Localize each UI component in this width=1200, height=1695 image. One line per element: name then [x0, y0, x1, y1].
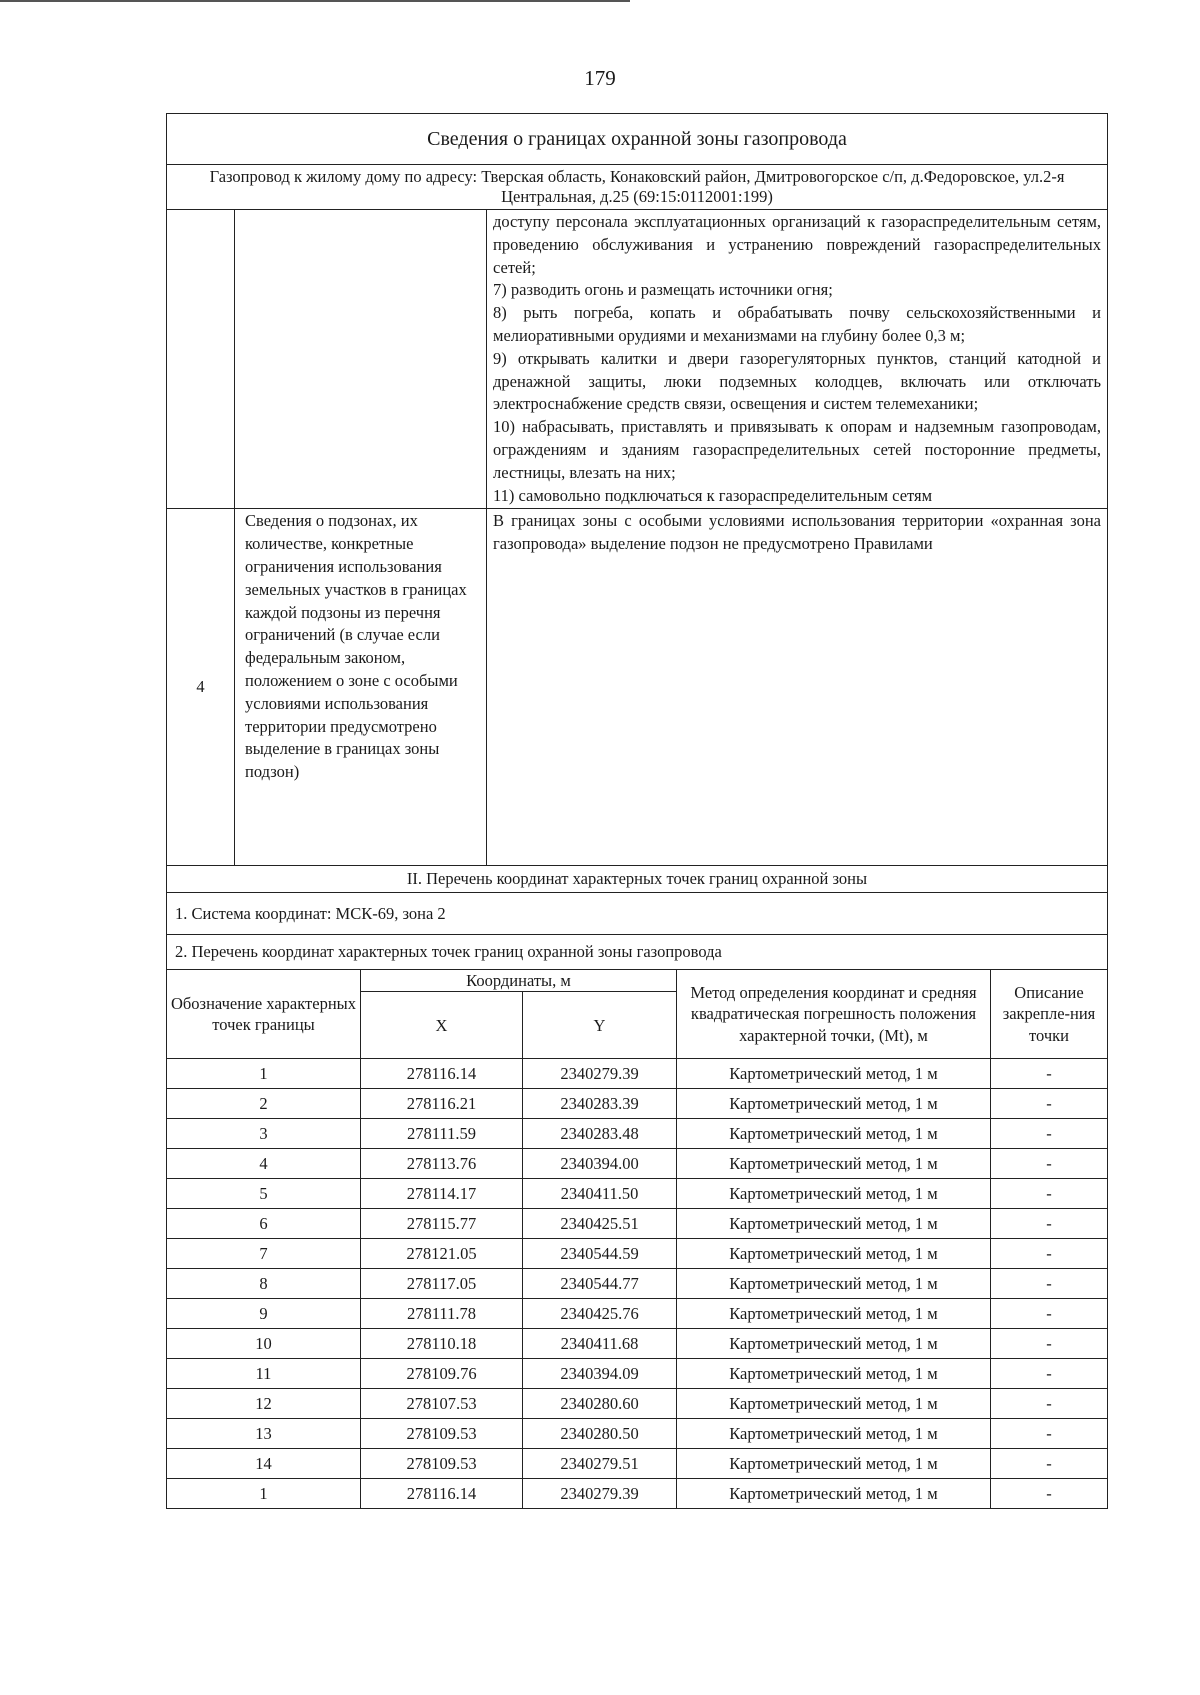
document-body [166, 113, 1107, 1509]
x-coordinate: 278116.14 [361, 1059, 523, 1089]
restriction-item: 10) набрасывать, приставлять и привязывать к опорам и надземным газопроводам, ограждениям и зданиям газораспределительных сетей посторонние предметы, лестницы, влезать на них; [493, 417, 1102, 482]
table-row [167, 1419, 1108, 1449]
table-row [167, 1149, 1108, 1179]
method-value: Картометрический метод, 1 м [677, 1269, 991, 1299]
row-number: 4 [167, 509, 235, 866]
table-row [167, 1269, 1108, 1299]
method-value: Картометрический метод, 1 м [677, 1449, 991, 1479]
description-value: - [991, 1119, 1108, 1149]
description-value: - [991, 1449, 1108, 1479]
x-coordinate: 278111.59 [361, 1119, 523, 1149]
subzones-label: Сведения о подзонах, их количестве, конкретные ограничения использования земельных участков в границах каждой подзоны из перечня ограничений (в случае если федеральным законом, положением о зоне с особыми условиями использования территории предусмотрено выделение в границах зоны подзон) [235, 509, 487, 866]
method-value: Картометрический метод, 1 м [677, 1239, 991, 1269]
coordinates-table [166, 969, 1108, 1510]
y-coordinate: 2340280.50 [523, 1419, 677, 1449]
method-value: Картометрический метод, 1 м [677, 1179, 991, 1209]
method-value: Картометрический метод, 1 м [677, 1299, 991, 1329]
y-coordinate: 2340544.59 [523, 1239, 677, 1269]
table-row [167, 1089, 1108, 1119]
point-number: 7 [167, 1239, 361, 1269]
y-coordinate: 2340279.39 [523, 1059, 677, 1089]
header-coordinates: Координаты, м [361, 969, 677, 992]
method-value: Картометрический метод, 1 м [677, 1479, 991, 1509]
header-method: Метод определения координат и средняя квадратическая погрешность положения характерной точки, (Mt), м [677, 969, 991, 1059]
table-row [167, 1059, 1108, 1089]
point-number: 6 [167, 1209, 361, 1239]
x-coordinate: 278115.77 [361, 1209, 523, 1239]
restriction-item: 7) разводить огонь и размещать источники огня; [493, 280, 833, 300]
x-coordinate: 278121.05 [361, 1239, 523, 1269]
method-value: Картометрический метод, 1 м [677, 1209, 991, 1239]
method-value: Картометрический метод, 1 м [677, 1059, 991, 1089]
table-row [167, 1179, 1108, 1209]
table-row [167, 1449, 1108, 1479]
table-row [167, 1359, 1108, 1389]
description-value: - [991, 1179, 1108, 1209]
description-value: - [991, 1389, 1108, 1419]
description-value: - [991, 1149, 1108, 1179]
description-value: - [991, 1059, 1108, 1089]
point-number: 9 [167, 1299, 361, 1329]
x-coordinate: 278111.78 [361, 1299, 523, 1329]
x-coordinate: 278116.14 [361, 1479, 523, 1509]
y-coordinate: 2340394.09 [523, 1359, 677, 1389]
y-coordinate: 2340411.68 [523, 1329, 677, 1359]
method-value: Картометрический метод, 1 м [677, 1389, 991, 1419]
subzones-value: В границах зоны с особыми условиями использования территории «охранная зона газопровода» выделение подзон не предусмотрено Правилами [487, 509, 1108, 866]
x-coordinate: 278110.18 [361, 1329, 523, 1359]
restrictions-continuation-row [167, 210, 1108, 509]
description-value: - [991, 1329, 1108, 1359]
table-row [167, 1329, 1108, 1359]
description-value: - [991, 1269, 1108, 1299]
method-value: Картометрический метод, 1 м [677, 1089, 991, 1119]
description-value: - [991, 1239, 1108, 1269]
restriction-item: 8) рыть погреба, копать и обрабатывать почву сельскохозяйственными и мелиоративными орудиями и механизмами на глубину более 0,3 м; [493, 303, 1102, 345]
table-row [167, 1119, 1108, 1149]
table-row [167, 1239, 1108, 1269]
x-coordinate: 278107.53 [361, 1389, 523, 1419]
page-number: 179 [584, 66, 616, 90]
description-value: - [991, 1089, 1108, 1119]
row-number-cell-empty [167, 210, 235, 509]
y-coordinate: 2340279.39 [523, 1479, 677, 1509]
x-coordinate: 278117.05 [361, 1269, 523, 1299]
point-number: 3 [167, 1119, 361, 1149]
description-value: - [991, 1359, 1108, 1389]
x-coordinate: 278114.17 [361, 1179, 523, 1209]
point-number: 1 [167, 1479, 361, 1509]
x-coordinate: 278109.53 [361, 1449, 523, 1479]
point-number: 5 [167, 1179, 361, 1209]
y-coordinate: 2340394.00 [523, 1149, 677, 1179]
method-value: Картометрический метод, 1 м [677, 1149, 991, 1179]
section-2-header: II. Перечень координат характерных точек границ охранной зоны [167, 866, 1108, 893]
restrictions-text [487, 210, 1108, 509]
table-row [167, 1479, 1108, 1509]
gas-pipeline-address: Газопровод к жилому дому по адресу: Тверская область, Конаковский район, Дмитровогорское с/п, д.Федоровское, ул.2-я Центральная, д.25 (69:15:0112001:199) [167, 165, 1108, 210]
row-name-cell-empty [235, 210, 487, 509]
point-number: 14 [167, 1449, 361, 1479]
y-coordinate: 2340411.50 [523, 1179, 677, 1209]
description-value: - [991, 1209, 1108, 1239]
point-number: 11 [167, 1359, 361, 1389]
coordinate-system: 1. Система координат: МСК-69, зона 2 [167, 893, 1108, 935]
x-coordinate: 278109.76 [361, 1359, 523, 1389]
x-coordinate: 278116.21 [361, 1089, 523, 1119]
method-value: Картометрический метод, 1 м [677, 1329, 991, 1359]
table-row [167, 1299, 1108, 1329]
subzones-row [167, 509, 1108, 866]
point-number: 10 [167, 1329, 361, 1359]
point-number: 1 [167, 1059, 361, 1089]
y-coordinate: 2340544.77 [523, 1269, 677, 1299]
header-y: Y [523, 992, 677, 1059]
point-number: 12 [167, 1389, 361, 1419]
zone-info-table [166, 113, 1108, 970]
y-coordinate: 2340279.51 [523, 1449, 677, 1479]
header-point-designation: Обозначение характерных точек границы [167, 969, 361, 1059]
y-coordinate: 2340425.76 [523, 1299, 677, 1329]
x-coordinate: 278113.76 [361, 1149, 523, 1179]
table-row [167, 1389, 1108, 1419]
point-number: 4 [167, 1149, 361, 1179]
document-title: Сведения о границах охранной зоны газопровода [167, 114, 1108, 165]
points-list-title: 2. Перечень координат характерных точек границ охранной зоны газопровода [167, 935, 1108, 970]
restriction-item: 11) самовольно подключаться к газораспределительным сетям [493, 485, 933, 505]
description-value: - [991, 1419, 1108, 1449]
header-x: X [361, 992, 523, 1059]
y-coordinate: 2340425.51 [523, 1209, 677, 1239]
description-value: - [991, 1479, 1108, 1509]
points-body [167, 1059, 1108, 1509]
description-value: - [991, 1299, 1108, 1329]
method-value: Картометрический метод, 1 м [677, 1359, 991, 1389]
y-coordinate: 2340283.48 [523, 1119, 677, 1149]
y-coordinate: 2340280.60 [523, 1389, 677, 1419]
method-value: Картометрический метод, 1 м [677, 1119, 991, 1149]
restriction-item: 9) открывать калитки и двери газорегуляторных пунктов, станций катодной и дренажной защиты, люки подземных колодцев, включать или отключать электроснабжение средств связи, освещения и систем телемеханики; [493, 348, 1102, 414]
point-number: 2 [167, 1089, 361, 1119]
method-value: Картометрический метод, 1 м [677, 1419, 991, 1449]
y-coordinate: 2340283.39 [523, 1089, 677, 1119]
point-number: 13 [167, 1419, 361, 1449]
header-description: Описание закрепле-ния точки [991, 969, 1108, 1059]
restriction-item: доступу персонала эксплуатационных организаций к газораспределительным сетям, проведению обслуживания и устранению повреждений газораспределительных сетей; [493, 212, 1102, 277]
x-coordinate: 278109.53 [361, 1419, 523, 1449]
table-row [167, 1209, 1108, 1239]
scan-top-edge-line [0, 0, 630, 2]
point-number: 8 [167, 1269, 361, 1299]
